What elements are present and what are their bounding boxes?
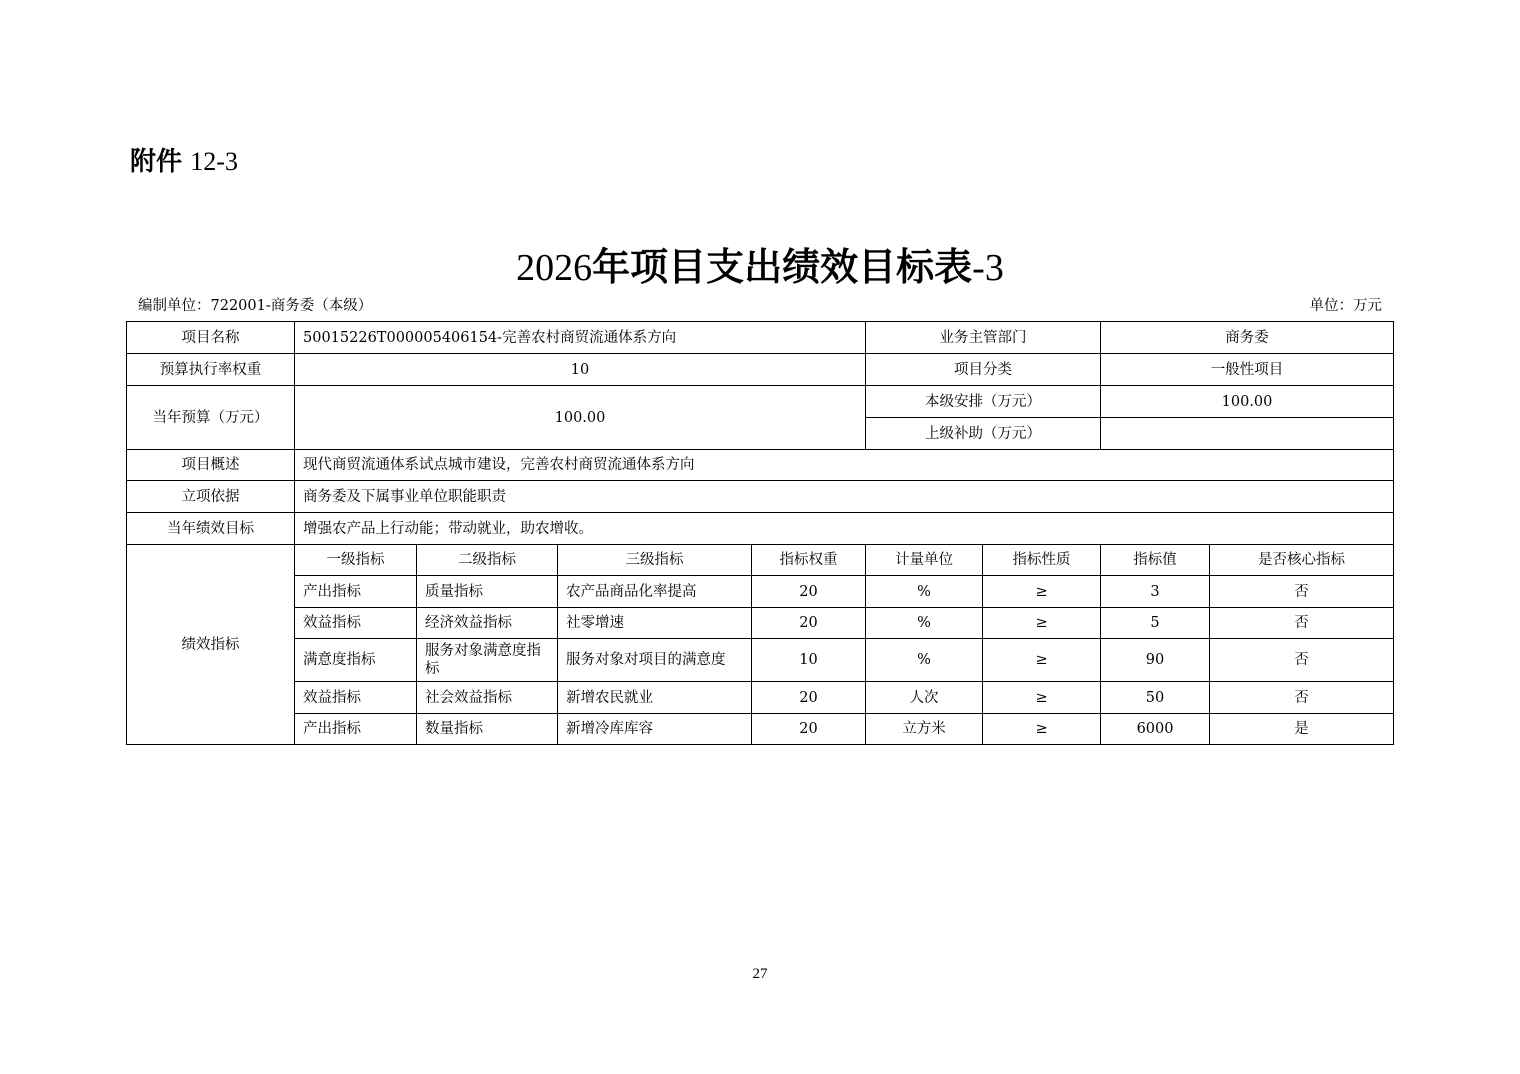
indicator-unit: 人次 <box>866 682 983 714</box>
table-row <box>127 682 1394 714</box>
dept-value: 商务委 <box>1101 322 1394 354</box>
table-row <box>127 576 1394 608</box>
weight-value: 10 <box>295 354 866 386</box>
header-core: 是否核心指标 <box>1210 545 1394 576</box>
indicator-nature: ≥ <box>983 714 1101 745</box>
attachment-label <box>130 146 238 178</box>
weight-label: 预算执行率权重 <box>127 354 295 386</box>
indicator-value: 5 <box>1101 608 1210 639</box>
budget-value: 100.00 <box>295 386 866 450</box>
indicator-weight: 20 <box>752 576 866 608</box>
goal-label: 当年绩效目标 <box>127 513 295 545</box>
local-value: 100.00 <box>1101 386 1394 418</box>
indicator-level1: 产出指标 <box>295 576 417 608</box>
local-label: 本级安排（万元） <box>866 386 1101 418</box>
row-basis <box>127 481 1394 513</box>
indicator-level2: 数量指标 <box>417 714 558 745</box>
indicator-weight: 20 <box>752 608 866 639</box>
page-title <box>0 242 1520 293</box>
compiling-unit: 编制单位：722001-商务委（本级） <box>138 298 373 314</box>
title-text: 年项目支出绩效目标表 <box>592 245 973 289</box>
basis-label: 立项依据 <box>127 481 295 513</box>
table-row <box>127 608 1394 639</box>
project-name-value: 50015226T000005406154-完善农村商贸流通体系方向 <box>295 322 866 354</box>
indicator-level1: 效益指标 <box>295 608 417 639</box>
indicator-level3: 新增农民就业 <box>558 682 752 714</box>
performance-table <box>126 321 1394 745</box>
currency-unit: 单位：万元 <box>1309 298 1382 314</box>
header-unit: 计量单位 <box>866 545 983 576</box>
indicator-nature: ≥ <box>983 639 1101 682</box>
header-weight: 指标权重 <box>752 545 866 576</box>
attachment-prefix: 附件 <box>130 147 183 177</box>
indicator-unit: % <box>866 608 983 639</box>
row-overview <box>127 450 1394 481</box>
row-goal <box>127 513 1394 545</box>
page-number: 27 <box>752 966 768 982</box>
indicator-nature: ≥ <box>983 608 1101 639</box>
indicator-unit: % <box>866 576 983 608</box>
table-row <box>127 714 1394 745</box>
indicator-weight: 20 <box>752 714 866 745</box>
row-project-name <box>127 322 1394 354</box>
table-row <box>127 639 1394 682</box>
attachment-number: 12-3 <box>190 147 238 176</box>
basis-value: 商务委及下属事业单位职能职责 <box>295 481 1394 513</box>
indicator-level3: 服务对象对项目的满意度 <box>558 639 752 682</box>
title-year: 2026 <box>516 247 593 289</box>
indicator-unit: 立方米 <box>866 714 983 745</box>
indicator-core: 是 <box>1210 714 1394 745</box>
indicator-level3: 农产品商品化率提高 <box>558 576 752 608</box>
indicator-unit: % <box>866 639 983 682</box>
category-label: 项目分类 <box>866 354 1101 386</box>
budget-label: 当年预算（万元） <box>127 386 295 450</box>
indicator-level2: 经济效益指标 <box>417 608 558 639</box>
overview-value: 现代商贸流通体系试点城市建设，完善农村商贸流通体系方向 <box>295 450 1394 481</box>
indicator-value: 50 <box>1101 682 1210 714</box>
indicator-value: 90 <box>1101 639 1210 682</box>
indicator-value: 3 <box>1101 576 1210 608</box>
indicator-core: 否 <box>1210 639 1394 682</box>
row-budget <box>127 386 1394 418</box>
indicator-weight: 10 <box>752 639 866 682</box>
indicator-value: 6000 <box>1101 714 1210 745</box>
overview-label: 项目概述 <box>127 450 295 481</box>
header-value: 指标值 <box>1101 545 1210 576</box>
indicator-level2: 质量指标 <box>417 576 558 608</box>
indicator-weight: 20 <box>752 682 866 714</box>
indicator-header-row <box>127 545 1394 576</box>
indicator-level1: 效益指标 <box>295 682 417 714</box>
upper-value <box>1101 418 1394 450</box>
row-weight <box>127 354 1394 386</box>
indicator-core: 否 <box>1210 608 1394 639</box>
title-suffix: -3 <box>972 247 1004 289</box>
indicator-level1: 满意度指标 <box>295 639 417 682</box>
indicator-level3: 社零增速 <box>558 608 752 639</box>
upper-label: 上级补助（万元） <box>866 418 1101 450</box>
indicator-core: 否 <box>1210 682 1394 714</box>
goal-value: 增强农产品上行动能；带动就业，助农增收。 <box>295 513 1394 545</box>
dept-label: 业务主管部门 <box>866 322 1101 354</box>
project-name-label: 项目名称 <box>127 322 295 354</box>
indicator-level1: 产出指标 <box>295 714 417 745</box>
header-level2: 二级指标 <box>417 545 558 576</box>
indicators-label: 绩效指标 <box>127 545 295 745</box>
header-level3: 三级指标 <box>558 545 752 576</box>
indicator-core: 否 <box>1210 576 1394 608</box>
indicator-nature: ≥ <box>983 682 1101 714</box>
indicator-level3: 新增冷库库容 <box>558 714 752 745</box>
indicator-nature: ≥ <box>983 576 1101 608</box>
header-nature: 指标性质 <box>983 545 1101 576</box>
indicator-level2: 社会效益指标 <box>417 682 558 714</box>
header-level1: 一级指标 <box>295 545 417 576</box>
indicator-level2: 服务对象满意度指标 <box>417 639 558 682</box>
category-value: 一般性项目 <box>1101 354 1394 386</box>
